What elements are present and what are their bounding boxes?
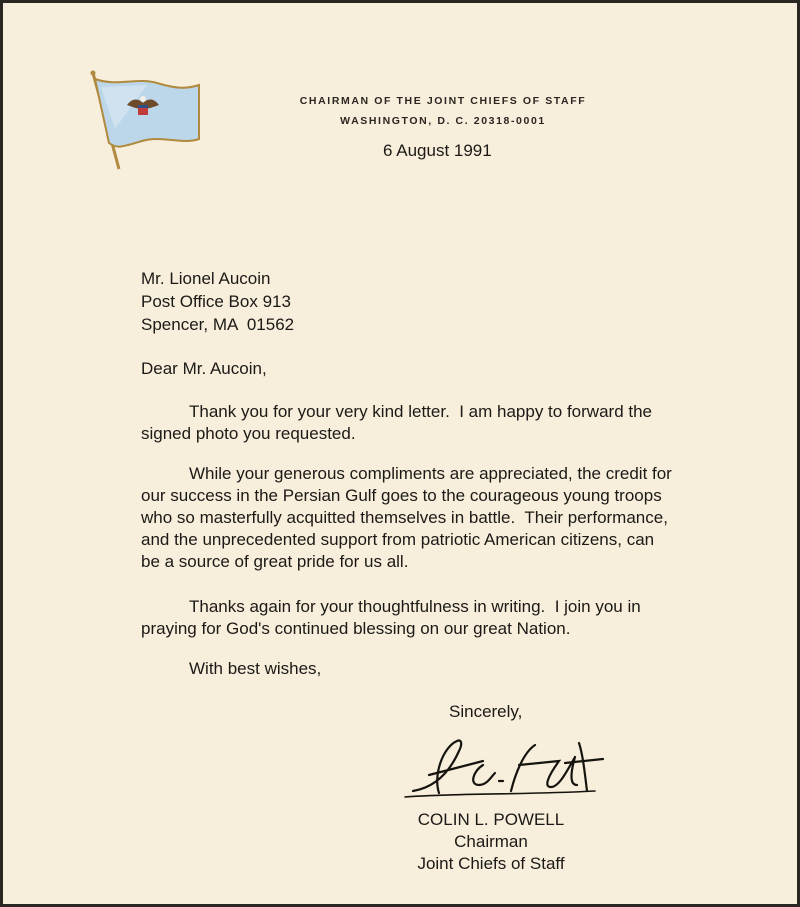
sign-off: Sincerely,: [449, 702, 523, 721]
paragraph-line: be a source of great pride for us all.: [141, 552, 409, 571]
recipient-street: Post Office Box 913: [141, 292, 291, 311]
salutation: Dear Mr. Aucoin,: [141, 359, 267, 378]
signer-organization: Joint Chiefs of Staff: [417, 854, 565, 873]
body-paragraph-2: [141, 463, 721, 573]
handwritten-signature: [399, 735, 605, 805]
letter-date: 6 August 1991: [383, 141, 492, 160]
recipient-name: Mr. Lionel Aucoin: [141, 269, 271, 288]
paragraph-line: While your generous compliments are appreciated, the credit for: [189, 464, 672, 483]
letterhead-address: WASHINGTON, D. C. 20318-0001: [340, 115, 546, 127]
body-paragraph-3: [141, 596, 721, 640]
paragraph-line: Thanks again for your thoughtfulness in writing. I join you in: [189, 597, 641, 616]
paragraph-line: signed photo you requested.: [141, 424, 356, 443]
paragraph-line: who so masterfully acquitted themselves in battle. Their performance,: [141, 508, 668, 527]
body-paragraph-1: [141, 401, 721, 445]
recipient-city: Spencer, MA 01562: [141, 315, 295, 334]
signature-block: [389, 809, 593, 875]
chairman-flag-icon: [87, 69, 203, 173]
recipient-address: [141, 267, 294, 336]
closing: With best wishes,: [189, 659, 322, 678]
letterhead-title: CHAIRMAN OF THE JOINT CHIEFS OF STAFF: [299, 95, 587, 107]
paragraph-line: and the unprecedented support from patriotic American citizens, can: [141, 530, 655, 549]
paragraph-line: Thank you for your very kind letter. I am happy to forward the: [189, 402, 653, 421]
paragraph-line: our success in the Persian Gulf goes to the courageous young troops: [141, 486, 662, 505]
paragraph-line: praying for God's continued blessing on our great Nation.: [141, 619, 571, 638]
signer-title: Chairman: [454, 832, 528, 851]
signer-name: COLIN L. POWELL: [417, 810, 565, 829]
